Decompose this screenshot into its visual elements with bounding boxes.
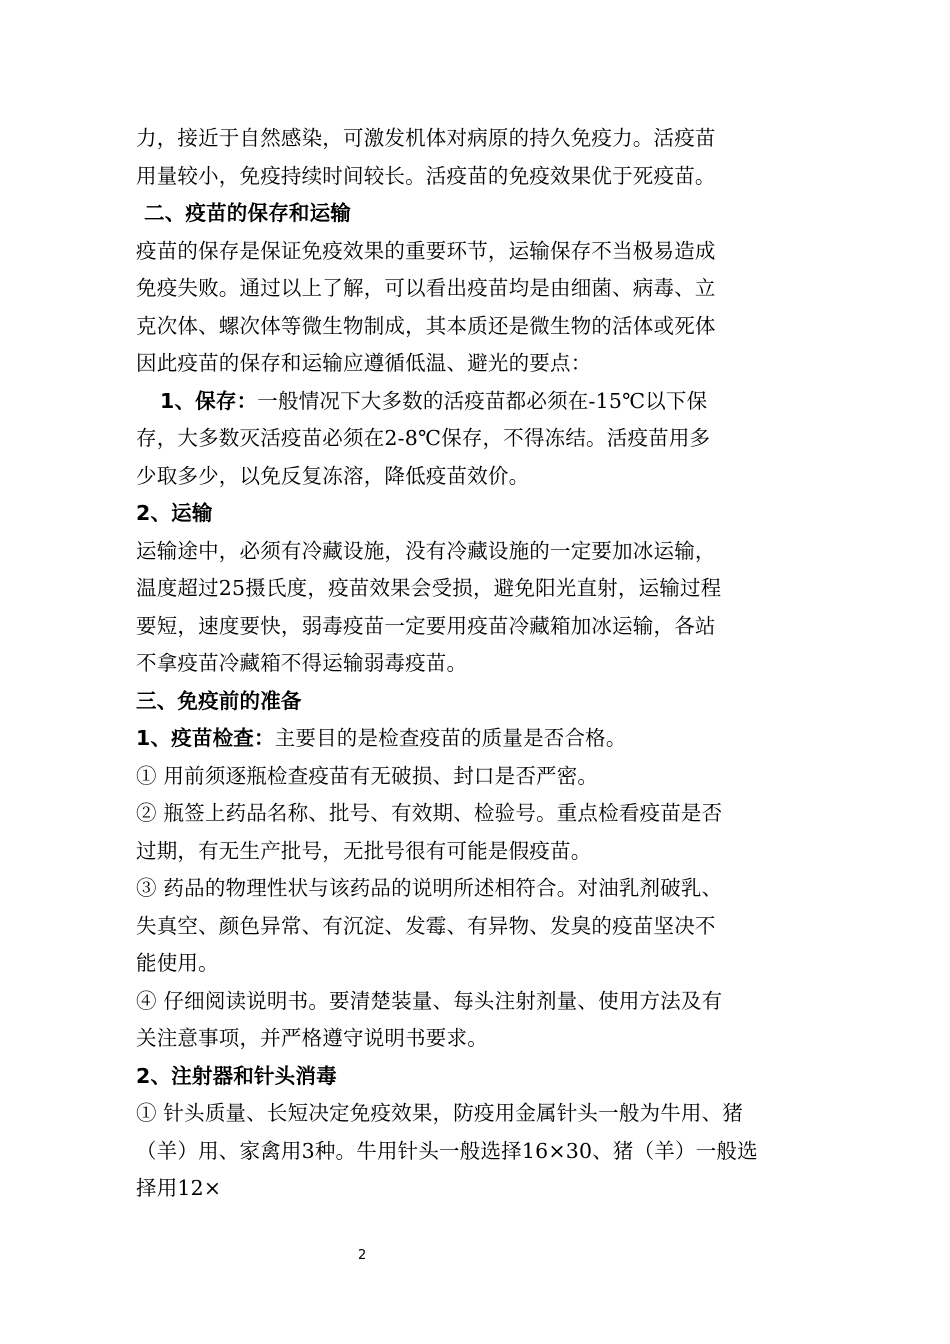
subsection-heading-transport: 2、运输 xyxy=(136,501,213,525)
list-item: ① 针头质量、长短决定免疫效果，防疫用金属针头一般为牛用、猪 xyxy=(136,1101,744,1125)
subsection-heading-syringe: 2、注射器和针头消毒 xyxy=(136,1063,337,1088)
list-item: ③ 药品的物理性状与该药品的说明所述相符合。对油乳剂破乳、 xyxy=(136,876,723,900)
subsection-text-vaccine-check: 主要目的是检查疫苗的质量是否合格。 xyxy=(274,726,627,750)
list-item: ④ 仔细阅读说明书。要清楚装量、每头注射剂量、使用方法及有 xyxy=(136,988,723,1013)
text-line: 免疫失败。通过以上了解，可以看出疫苗均是由细菌、病毒、立 xyxy=(136,276,716,300)
subsection-text-storage: 一般情况下大多数的活疫苗都必须在-15℃以下保 xyxy=(257,388,708,413)
subsection-storage xyxy=(136,383,816,421)
text-line: 关注意事项，并严格遵守说明书要求。 xyxy=(136,1026,488,1050)
text-line: 择用12× xyxy=(136,1176,222,1200)
subsection-label-storage: 1、保存： xyxy=(160,388,258,413)
text-line: 存，大多数灭活疫苗必须在2-8℃保存，不得冻结。活疫苗用多 xyxy=(136,426,711,450)
document-body xyxy=(136,120,816,1208)
text-line: 要短，速度要快，弱毒疫苗一定要用疫苗冷藏箱加冰运输，各站 xyxy=(136,613,716,638)
text-line: 克次体、螺次体等微生物制成，其本质还是微生物的活体或死体 xyxy=(136,313,716,338)
text-line: 失真空、颜色异常、有沉淀、发霉、有异物、发臭的疫苗坚决不 xyxy=(136,913,716,938)
text-line: 温度超过25摄氏度，疫苗效果会受损，避免阳光直射，运输过程 xyxy=(136,576,722,600)
text-line: 疫苗的保存是保证免疫效果的重要环节，运输保存不当极易造成 xyxy=(136,238,716,263)
list-item: ② 瓶签上药品名称、批号、有效期、检验号。重点检看疫苗是否 xyxy=(136,801,723,825)
subsection-label-vaccine-check: 1、疫苗检查： xyxy=(136,726,275,750)
page-number: 2 xyxy=(358,1248,367,1263)
text-line: 运输途中，必须有冷藏设施，没有冷藏设施的一定要加冰运输， xyxy=(136,538,716,563)
text-line: 因此疫苗的保存和运输应遵循低温、避光的要点： xyxy=(136,351,592,375)
text-line: 能使用。 xyxy=(136,951,219,975)
text-line: 用量较小，免疫持续时间较长。活疫苗的免疫效果优于死疫苗。 xyxy=(136,163,716,188)
text-line: 力，接近于自然感染，可激发机体对病原的持久免疫力。活疫苗 xyxy=(136,126,716,150)
text-line: 不拿疫苗冷藏箱不得运输弱毒疫苗。 xyxy=(136,651,468,675)
text-line: （羊）用、家禽用3种。牛用针头一般选择16×30、猪（羊）一般选 xyxy=(136,1138,758,1163)
section-heading-storage-transport: 二、疫苗的保存和运输 xyxy=(144,201,351,225)
list-item: ① 用前须逐瓶检查疫苗有无破损、封口是否严密。 xyxy=(136,763,599,788)
text-line: 少取多少，以免反复冻溶，降低疫苗效价。 xyxy=(136,463,530,488)
subsection-vaccine-check xyxy=(136,720,816,758)
text-line: 过期，有无生产批号，无批号很有可能是假疫苗。 xyxy=(136,838,592,863)
section-heading-preparation: 三、免疫前的准备 xyxy=(136,688,302,713)
